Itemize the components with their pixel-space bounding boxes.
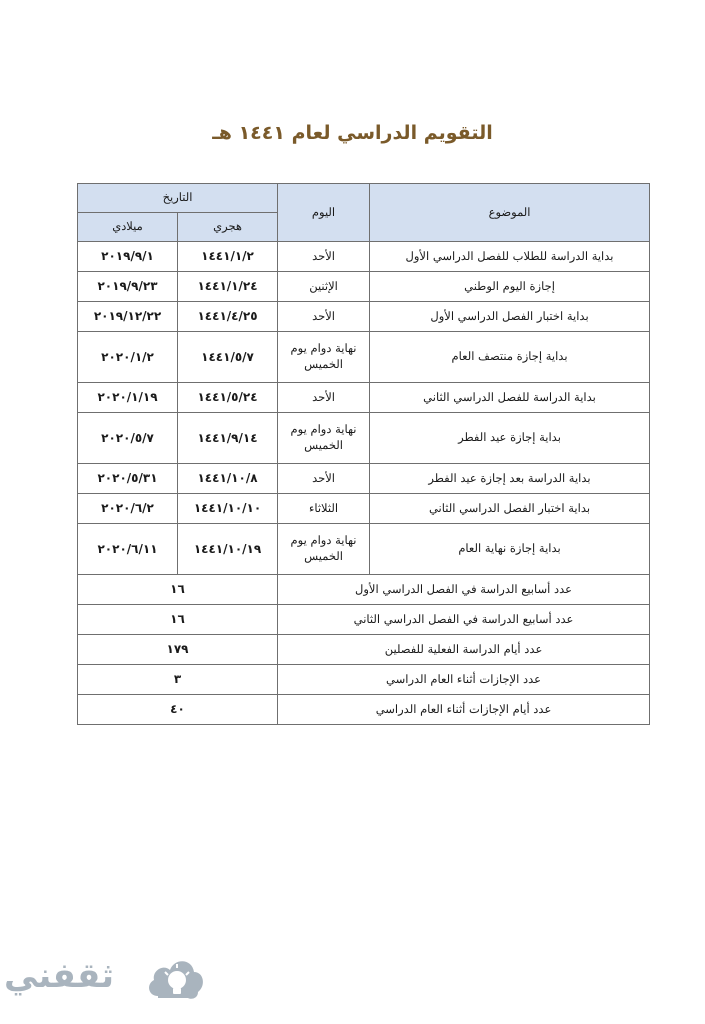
stat-label: عدد أيام الإجازات أثناء العام الدراسي: [278, 695, 650, 725]
stat-row: [78, 635, 650, 665]
event-day: الثلاثاء: [278, 494, 370, 524]
event-day: نهاية دوام يوم الخميس: [278, 413, 370, 464]
table-row: [78, 524, 650, 575]
table-row: [78, 242, 650, 272]
event-gregorian-date: ٢٠١٩/٩/١: [78, 242, 178, 272]
event-hijri-date: ١٤٤١/٥/٢٤: [178, 383, 278, 413]
watermark-logo: [4, 950, 214, 1010]
table-row: [78, 272, 650, 302]
event-hijri-date: ١٤٤١/٥/٧: [178, 332, 278, 383]
event-gregorian-date: ٢٠٢٠/١/٢: [78, 332, 178, 383]
event-topic: بداية الدراسة بعد إجازة عيد الفطر: [370, 464, 650, 494]
table-row: [78, 302, 650, 332]
stat-value: ٤٠: [78, 695, 278, 725]
event-topic: بداية إجازة نهاية العام: [370, 524, 650, 575]
event-day: الأحد: [278, 242, 370, 272]
stat-row: [78, 605, 650, 635]
school-calendar-table: [77, 183, 650, 725]
event-gregorian-date: ٢٠١٩/٩/٢٣: [78, 272, 178, 302]
event-gregorian-date: ٢٠٢٠/٦/١١: [78, 524, 178, 575]
event-day: نهاية دوام يوم الخميس: [278, 524, 370, 575]
event-topic: إجازة اليوم الوطني: [370, 272, 650, 302]
header-gregorian: ميلادي: [78, 213, 178, 242]
stat-row: [78, 695, 650, 725]
stat-label: عدد أسابيع الدراسة في الفصل الدراسي الثاني: [278, 605, 650, 635]
event-gregorian-date: ٢٠٢٠/٥/٧: [78, 413, 178, 464]
event-hijri-date: ١٤٤١/١/٢٤: [178, 272, 278, 302]
event-gregorian-date: ٢٠١٩/١٢/٢٢: [78, 302, 178, 332]
header-day: اليوم: [278, 184, 370, 242]
table-row: [78, 494, 650, 524]
event-topic: بداية الدراسة للطلاب للفصل الدراسي الأول: [370, 242, 650, 272]
event-day: الأحد: [278, 302, 370, 332]
watermark-text: ثقفني: [4, 956, 114, 996]
table-row: [78, 332, 650, 383]
stat-value: ١٦: [78, 605, 278, 635]
page-title: التقويم الدراسي لعام ١٤٤١ هـ: [212, 122, 493, 144]
stat-label: عدد الإجازات أثناء العام الدراسي: [278, 665, 650, 695]
event-hijri-date: ١٤٤١/١٠/١٠: [178, 494, 278, 524]
event-topic: بداية إجازة منتصف العام: [370, 332, 650, 383]
header-topic: الموضوع: [370, 184, 650, 242]
stat-value: ٣: [78, 665, 278, 695]
event-hijri-date: ١٤٤١/١٠/١٩: [178, 524, 278, 575]
event-hijri-date: ١٤٤١/١/٢: [178, 242, 278, 272]
stat-label: عدد أيام الدراسة الفعلية للفصلين: [278, 635, 650, 665]
event-topic: بداية اختبار الفصل الدراسي الأول: [370, 302, 650, 332]
event-topic: بداية اختبار الفصل الدراسي الثاني: [370, 494, 650, 524]
header-date: التاريخ: [78, 184, 278, 213]
event-topic: بداية الدراسة للفصل الدراسي الثاني: [370, 383, 650, 413]
stat-value: ١٧٩: [78, 635, 278, 665]
table-row: [78, 383, 650, 413]
stat-row: [78, 575, 650, 605]
event-day: الأحد: [278, 383, 370, 413]
stat-row: [78, 665, 650, 695]
table-row: [78, 464, 650, 494]
header-hijri: هجري: [178, 213, 278, 242]
event-gregorian-date: ٢٠٢٠/٦/٢: [78, 494, 178, 524]
table-row: [78, 413, 650, 464]
lightbulb-cloud-icon: [144, 950, 208, 1010]
event-day: نهاية دوام يوم الخميس: [278, 332, 370, 383]
event-topic: بداية إجازة عيد الفطر: [370, 413, 650, 464]
event-gregorian-date: ٢٠٢٠/٥/٣١: [78, 464, 178, 494]
stat-value: ١٦: [78, 575, 278, 605]
event-gregorian-date: ٢٠٢٠/١/١٩: [78, 383, 178, 413]
event-day: الأحد: [278, 464, 370, 494]
event-day: الإثنين: [278, 272, 370, 302]
stat-label: عدد أسابيع الدراسة في الفصل الدراسي الأول: [278, 575, 650, 605]
event-hijri-date: ١٤٤١/٤/٢٥: [178, 302, 278, 332]
event-hijri-date: ١٤٤١/٩/١٤: [178, 413, 278, 464]
event-hijri-date: ١٤٤١/١٠/٨: [178, 464, 278, 494]
